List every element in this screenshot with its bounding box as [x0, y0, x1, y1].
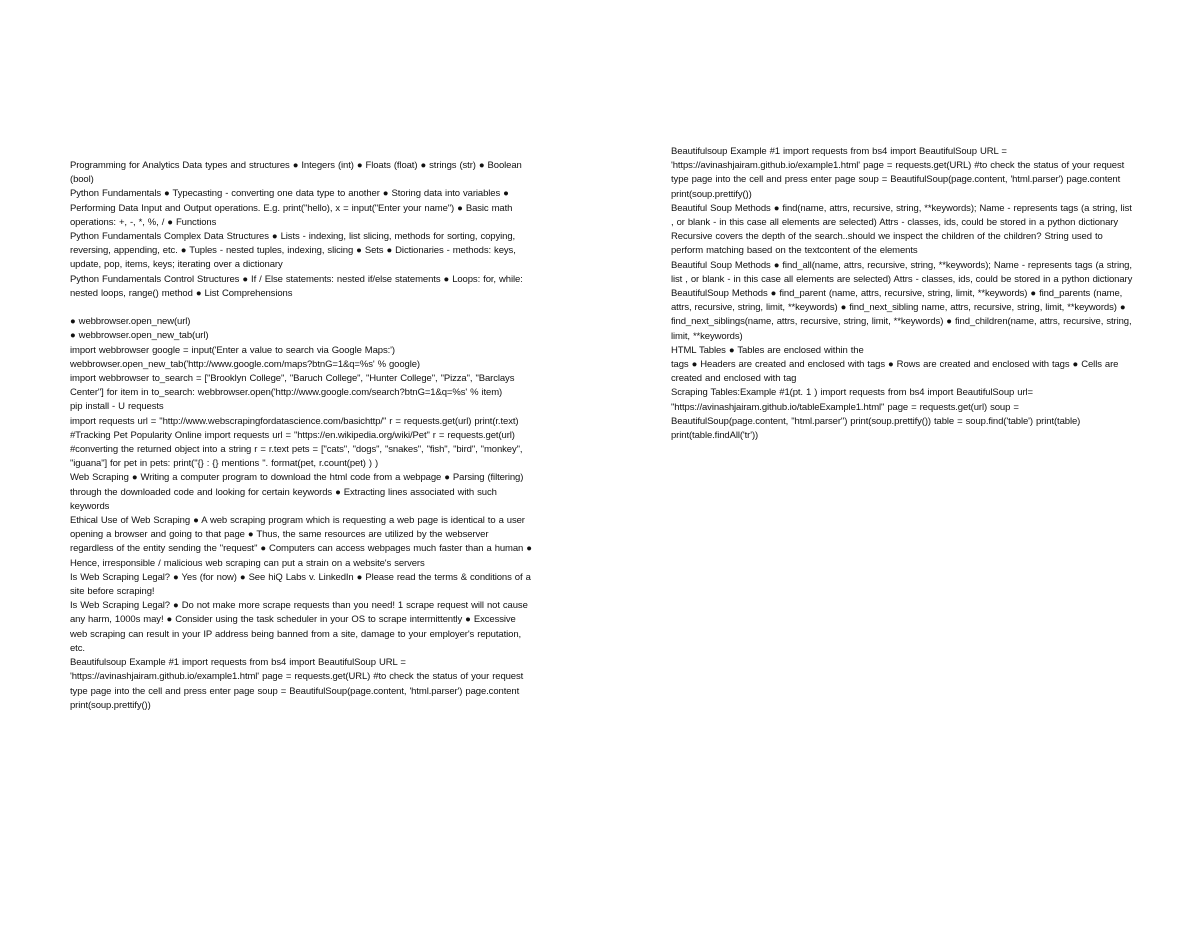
- paragraph-spacer: [70, 301, 532, 315]
- paragraph-find-parent-methods: BeautifulSoup Methods ● find_parent (name, attrs, recursive, string, limit, **keywords) ● find_parents (name, attrs, recursive, string, limit, **keywords) ● find_next_sibling name, attrs, recursive, string, limit, **keywords) ● find_next_siblings(name, attrs, recursive, string, limit, **keywords) ● find_children(name, attrs, recursive, string, limit, **keywords): [671, 288, 1132, 342]
- paragraph-beautifulsoup-example: Beautifulsoup Example #1 import requests from bs4 import BeautifulSoup URL = 'https://avinashjairam.github.io/example1.html' page = requests.get(URL) #to check the status of your request type page into the cell and press enter page soup = BeautifulSoup(page.content, 'html.parser') page.content print(soup.prettify()): [671, 146, 1125, 200]
- paragraph-legal-2: Is Web Scraping Legal? ● Do not make more scrape requests than you need! 1 scrape request will not cause any harm, 1000s may! ● Consider using the task scheduler in your OS to scrape intermittently ● Excessive web scraping can result in your IP address being banned from a site, damage to your employer's reputation, etc.: [70, 600, 528, 654]
- paragraph-web-scraping: Web Scraping ● Writing a computer program to download the html code from a webpage ● Parsing (filtering) through the downloaded code and looking for certain keywords ● Extracting lines associated with such keywords: [70, 472, 524, 512]
- paragraph-to-search-example: import webbrowser to_search = ["Brooklyn College", "Baruch College", "Hunter College", "Pizza", "Barclays Center"] for item in to_search: webbrowser.open('http://www.google.com/search?btnG=1&q=%s' % item): [70, 373, 515, 399]
- left-text-column: [70, 159, 532, 713]
- paragraph-beautifulsoup-example: Beautifulsoup Example #1 import requests from bs4 import BeautifulSoup URL = 'https://avinashjairam.github.io/example1.html' page = requests.get(URL) #to check the status of your request type page into the cell and press enter page soup = BeautifulSoup(page.content, 'html.parser') page.content print(soup.prettify()): [70, 657, 524, 711]
- paragraph-ethical-use: Ethical Use of Web Scraping ● A web scraping program which is requesting a web page is identical to a user opening a browser and going to that page ● Thus, the same resources are utilized by the webserver regardless of the entity sending the "request" ● Computers can access webpages much faster than a human ● Hence, irresponsible / malicious web scraping can put a strain on a website's servers: [70, 515, 532, 569]
- paragraph-open-new-tab: ● webbrowser.open_new_tab(url): [70, 330, 209, 342]
- paragraph-open-new: ● webbrowser.open_new(url): [70, 316, 191, 328]
- paragraph-pip-install: pip install - U requests: [70, 401, 164, 413]
- paragraph-find-all-method: Beautiful Soup Methods ● find_all(name, attrs, recursive, string, **keywords); Name - represents tags (a string, list , or blank - in this case all elements are selected) Attrs - classes, ids, could be stored in a python dictionary: [671, 259, 1133, 285]
- paragraph-control-structures: Python Fundamentals Control Structures ● If / Else statements: nested if/else statements ● Loops: for, while: nested loops, range() method ● List Comprehensions: [70, 273, 523, 299]
- paragraph-python-fundamentals: Python Fundamentals ● Typecasting - converting one data type to another ● Storing data into variables ● Performing Data Input and Output operations. E.g. print("hello), x = input("Enter your name") ● Basic math operations: +, -, *, %, / ● Functions: [70, 188, 513, 228]
- paragraph-html-tables: HTML Tables ● Tables are enclosed within the: [671, 344, 864, 356]
- paragraph-data-types: Programming for Analytics Data types and structures ● Integers (int) ● Floats (float) ● strings (str) ● Boolean (bool): [70, 160, 522, 186]
- paragraph-pet-popularity: #Tracking Pet Popularity Online import requests url = "https://en.wikipedia.org/wiki/Pet" r = requests.get(url) #converting the returned object into a string r = r.text pets = ["cats", "dogs", "snakes", "fish", "bird", "monkey", "iguana"] for pet in pets: print("{} : {} mentions ". format(pet, r.count(pet) ) ): [70, 429, 523, 470]
- paragraph-complex-data-structures: Python Fundamentals Complex Data Structures ● Lists - indexing, list slicing, methods for sorting, copying, reversing, appending, etc. ● Tuples - nested tuples, indexing, slicing ● Sets ● Dictionaries - methods: keys, update, pop, items, keys; iterating over a dictionary: [70, 231, 516, 271]
- right-text-column: [671, 145, 1133, 443]
- paragraph-legal-1: Is Web Scraping Legal? ● Yes (for now) ● See hiQ Labs v. LinkedIn ● Please read the terms & conditions of a site before scraping!: [70, 571, 531, 598]
- paragraph-find-method: Beautiful Soup Methods ● find(name, attrs, recursive, string, **keywords); Name - represents tags (a string, list , or blank - in this case all elements are selected) Attrs - classes, ids, could be stored in a python dictionary Recursive covers the depth of the search..should we inspect the children of the children? String used to perform matching based on the textcontent of the elements: [671, 202, 1132, 257]
- paragraph-table-tags: tags ● Headers are created and enclosed with tags ● Rows are created and enclosed with tags ● Cells are created and enclosed with tag: [671, 359, 1119, 385]
- paragraph-google-maps-example: import webbrowser google = input('Enter a value to search via Google Maps:') webbrowser.open_new_tab('http://www.google.com/maps?btnG=1&q=%s' % google): [70, 344, 420, 370]
- paragraph-requests-example: import requests url = "http://www.webscrapingfordatascience.com/basichttp/" r = requests.get(url) print(r.text): [70, 415, 519, 427]
- paragraph-scraping-tables: Scraping Tables:Example #1(pt. 1 ) import requests from bs4 import BeautifulSoup url= "https://avinashjairam.github.io/tableExample1.html" page = requests.get(url) soup = BeautifulSoup(page.content, "html.parser") print(soup.prettify()) table = soup.find('table') print(table) print(table.findAll('tr')): [671, 387, 1081, 442]
